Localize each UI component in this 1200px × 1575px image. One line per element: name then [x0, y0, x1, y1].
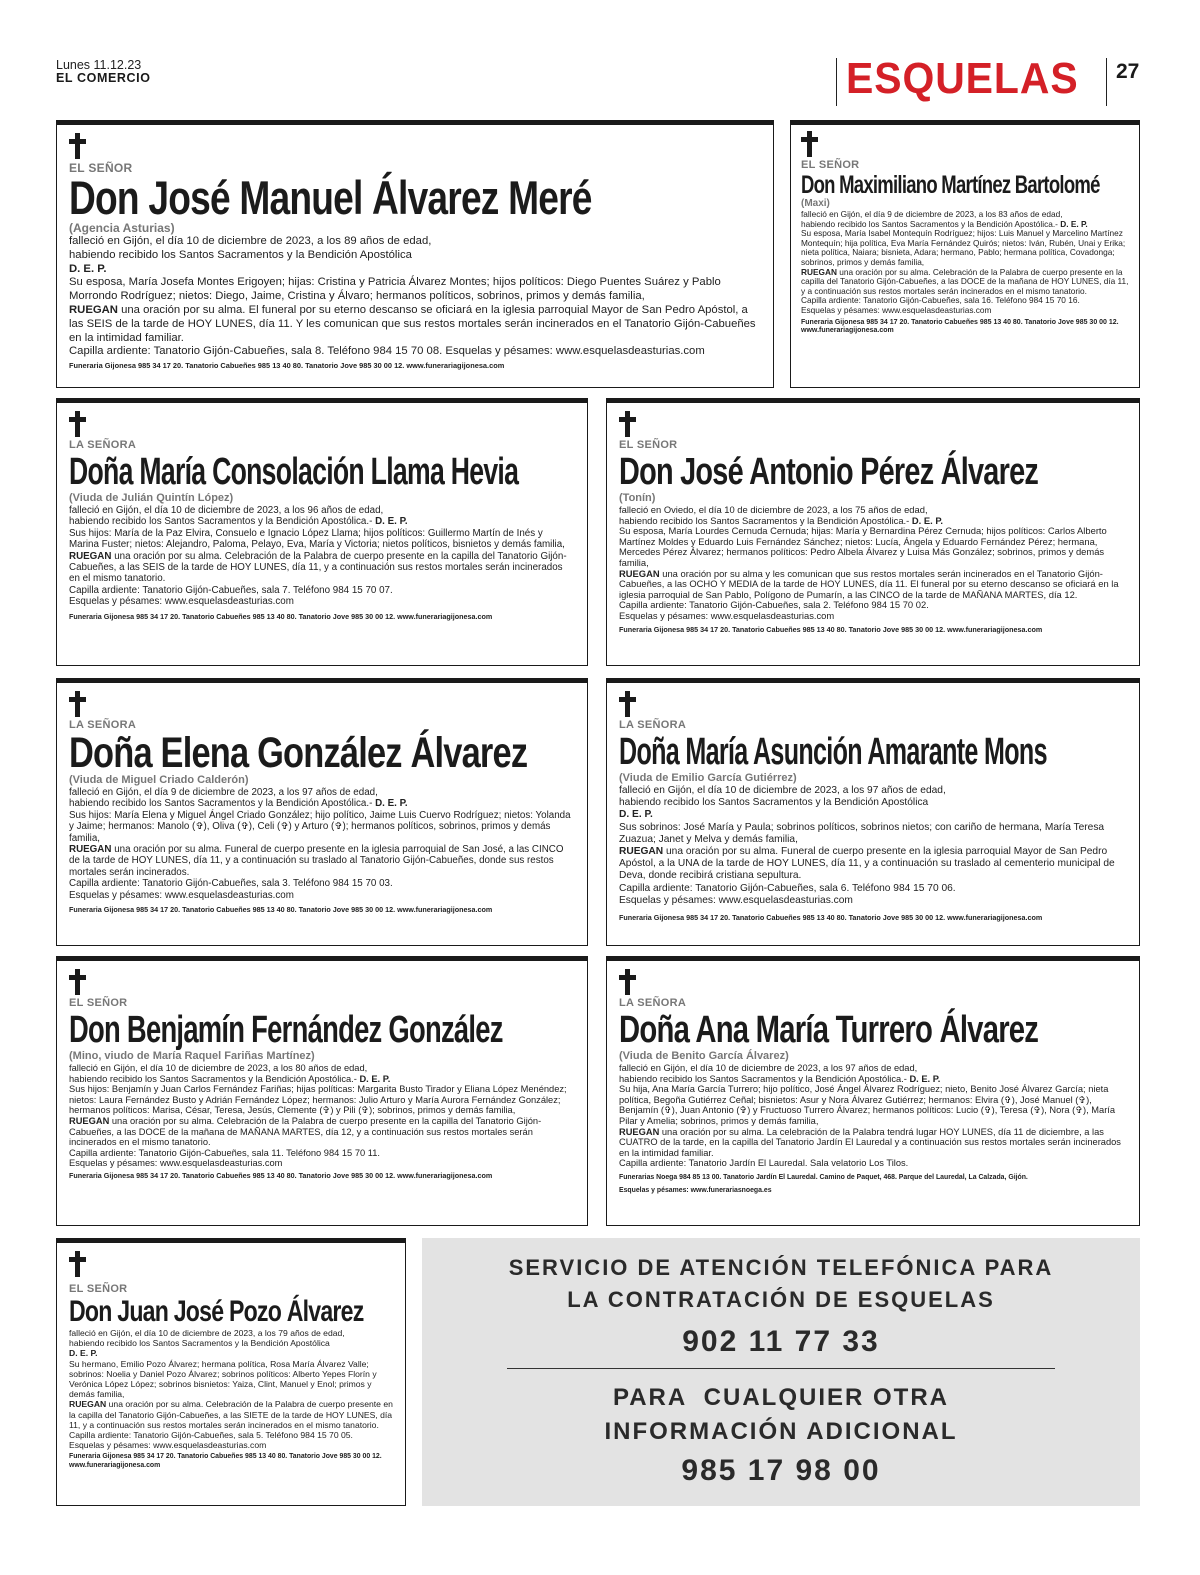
obituary-body — [619, 785, 1127, 907]
masthead-divider-left — [836, 58, 837, 106]
funeral-home-footer: Funeraria Gijonesa 985 34 17 20. Tanatorio Cabueñes 985 13 40 80. Tanatorio Jove 985 30 00 12. www.funerariagijonesa.com — [801, 318, 1119, 335]
sacraments-notice: habiendo recibido los Santos Sacramentos y la Bendición Apostólica — [69, 248, 412, 261]
cross-icon — [801, 131, 818, 157]
obituary-card — [56, 678, 588, 946]
chapel-info: Capilla ardiente: Tanatorio Gijón-Cabueñes, sala 5. Teléfono 984 15 70 05. — [69, 1430, 353, 1441]
chapel-info: Capilla ardiente: Tanatorio Gijón-Cabueñes, sala 8. Teléfono 984 15 70 08. Esquelas y pésames: www.esquelasdeasturias.com — [69, 345, 705, 358]
prayer-request — [69, 1116, 575, 1148]
sacraments-notice: habiendo recibido los Santos Sacramentos y la Bendición Apostólica.- — [619, 1073, 907, 1084]
deceased-name: Don José Manuel Álvarez Meré — [69, 171, 592, 224]
advert-line-4: INFORMACIÓN ADICIONAL — [604, 1418, 958, 1445]
advert-phone-1: 902 11 77 33 — [682, 1325, 880, 1358]
deceased-alias: (Mino, viudo de María Raquel Fariñas Martínez) — [69, 1050, 315, 1062]
funeral-home-footer: Funeraria Gijonesa 985 34 17 20. Tanatorio Cabueñes 985 13 40 80. Tanatorio Jove 985 30 00 12. www.funerariagijonesa.com — [69, 361, 505, 371]
obituary-title: EL SEÑOR — [801, 159, 860, 171]
deceased-name: Doña María Asunción Amarante Mons — [619, 731, 1047, 773]
chapel-info: Capilla ardiente: Tanatorio Gijón-Cabueñes, sala 2. Teléfono 984 15 70 02. — [619, 599, 929, 611]
prayer-request — [69, 551, 575, 585]
obituary-title: EL SEÑOR — [69, 997, 128, 1009]
deceased-name: Don José Antonio Pérez Álvarez — [619, 451, 1039, 493]
prayer-request — [69, 844, 575, 878]
cross-icon — [619, 969, 636, 995]
deceased-alias: (Viuda de Miguel Criado Calderón) — [69, 774, 249, 786]
advert-line-1: SERVICIO DE ATENCIÓN TELEFÓNICA PARA — [508, 1255, 1054, 1280]
condolences-info: Esquelas y pésames: www.esquelasdeasturias.com — [619, 609, 835, 621]
deceased-alias: (Viuda de Julián Quintín López) — [69, 492, 234, 504]
funeral-home-footer: Funeraria Gijonesa 985 34 17 20. Tanatorio Cabueñes 985 13 40 80. Tanatorio Jove 985 30 00 12. www.funerariagijonesa.com — [69, 611, 493, 621]
masthead-divider-right — [1106, 58, 1107, 106]
obituary-body — [69, 787, 575, 901]
obituary-title: LA SEÑORA — [619, 719, 687, 731]
sacraments-notice: habiendo recibido los Santos Sacramentos y la Bendición Apostólica.- — [801, 218, 1058, 229]
section-title: ESQUELAS — [846, 54, 1079, 103]
obituary-body — [69, 1063, 575, 1169]
sacraments-notice: habiendo recibido los Santos Sacramentos y la Bendición Apostólica — [619, 797, 929, 809]
ruegan-label: RUEGAN — [69, 1399, 107, 1410]
family-list: Sus sobrinos: José María y Paula; sobrinos políticos, sobrinos nietos; con cariño de hermana, María Teresa Zuazua; Janet y Melva y demás familia, — [619, 821, 1105, 845]
chapel-info: Capilla ardiente: Tanatorio Gijón-Cabueñes, sala 11. Teléfono 984 15 70 11. — [69, 1147, 380, 1158]
death-notice: falleció en Oviedo, el día 10 de diciembre de 2023, a los 75 años de edad, — [619, 504, 928, 515]
prayer-text: una oración por su alma. Funeral de cuerpo presente en la iglesia parroquial Mayor de San Pedro Apóstol, a la UNA de la tarde de HOY LUNES, día 11, y a continuación su traslado al cementerio municipal de Deva, donde recibirá cristiana sepultura. — [619, 846, 1115, 882]
prayer-request — [69, 1399, 393, 1430]
sacraments-notice: habiendo recibido los Santos Sacramentos y la Bendición Apostólica — [69, 1338, 330, 1349]
sacraments-notice: habiendo recibido los Santos Sacramentos y la Bendición Apostólica.- — [69, 516, 373, 528]
advert-line-2: LA CONTRATACIÓN DE ESQUELAS — [567, 1287, 995, 1312]
condolences-info: Esquelas y pésames: www.esquelasdeasturias.com — [69, 596, 294, 608]
deceased-name: Doña Elena González Álvarez — [69, 729, 528, 777]
prayer-text: una oración por su alma. La celebración de la Palabra tendrá lugar HOY LUNES, día 11 de diciembre, a las CUATRO de la tarde, en la capilla del Tanatorio Jardín El Lauredal y a continuación sus restos mortales serán incinerados en la intimidad familiar. — [619, 1126, 1121, 1158]
newspaper-name: EL COMERCIO — [56, 71, 151, 85]
dep: D. E. P. — [619, 809, 653, 821]
family-list: Su hija, Ana María García Turrero; hijo político, José Ángel Álvarez Rodríguez; nieto, Benito José Álvarez García; nieta política, Begoña Gutiérrez Ceñal; bisnietos: Asur y Nora Álvarez Gutiérrez; hermanos: Elvira (✞), José Manuel (✞), Benjamín (✞), Juan Antonio (✞) y Fructuoso Turrero Álvarez; hermanos políticos: Lucio (✞), Teresa (✞), Nora (✞), María Pilar y Amelia; sobrinos, primos y demás familia, — [619, 1084, 1116, 1126]
ruegan-label: RUEGAN — [69, 1115, 110, 1126]
deceased-name: Doña María Consolación Llama Hevia — [69, 451, 519, 493]
chapel-info: Capilla ardiente: Tanatorio Gijón-Cabueñes, sala 16. Teléfono 984 15 70 16. — [801, 295, 1080, 306]
death-notice: falleció en Gijón, el día 9 de diciembre de 2023, a los 83 años de edad, — [801, 209, 1063, 219]
ruegan-label: RUEGAN — [69, 844, 112, 856]
obituary-card — [606, 678, 1140, 946]
deceased-alias: (Agencia Asturias) — [69, 221, 175, 235]
prayer-text: una oración por su alma. Celebración de la Palabra de cuerpo presente en la capilla del Tanatorio Gijón-Cabueñes, a las SIETE de la tarde de HOY LUNES, día 11, y a continuación sus restos mortales serán incinerados en el mismo tanatorio. — [69, 1399, 393, 1430]
deceased-alias: (Viuda de Benito García Álvarez) — [619, 1050, 789, 1062]
family-list: Su hermano, Emilio Pozo Álvarez; hermana política, Rosa María Álvarez Valle; sobrinos: Noelia y Daniel Pozo Álvarez; sobrinos políticos: Alberto Yepes Florín y Verónica López López; sobrinos bisnietos: Yaiza, Clint, Manuel y Enol; primos y demás familia, — [69, 1358, 377, 1400]
prayer-text: una oración por su alma. Celebración de la Palabra de cuerpo presente en la capilla del Tanatorio Gijón-Cabueñes, a las DOCE de la mañana de HOY LUNES, día 11, y a continuación sus restos mortales serán incinerados en el mismo tanatorio. — [801, 266, 1129, 296]
sacraments-line — [69, 798, 575, 809]
death-notice: falleció en Gijón, el día 10 de diciembre de 2023, a los 79 años de edad, — [69, 1328, 345, 1338]
funeral-home-footer: Funeraria Gijonesa 985 34 17 20. Tanatorio Cabueñes 985 13 40 80. Tanatorio Jove 985 30 00 12. www.funerariagijonesa.com — [619, 913, 1043, 923]
cross-icon — [69, 969, 86, 995]
obituary-body — [69, 235, 761, 359]
sacraments-line — [619, 1074, 1127, 1085]
sacraments-line — [69, 516, 575, 527]
dep: D. E. P. — [375, 798, 408, 810]
family-list: Sus hijos: María de la Paz Elvira, Consuelo e Ignacio López Llama; hijos políticos: Guillermo Martín de Inés y Marina Fuster; nietos: Alejandro, Paloma, Pelayo, Eva, María y Victoria; nietos políticos, bisnietos y demás familia, — [69, 527, 565, 551]
condolences-info: Esquelas y pésames: www.esquelasdeasturias.com — [619, 894, 853, 906]
funeral-home-footer: Funeraria Gijonesa 985 34 17 20. Tanatorio Cabueñes 985 13 40 80. Tanatorio Jove 985 30 00 12. www.funerariagijonesa.com — [69, 1170, 493, 1180]
obituary-title: EL SEÑOR — [69, 1283, 128, 1295]
prayer-request — [801, 268, 1129, 297]
sacraments-notice: habiendo recibido los Santos Sacramentos y la Bendición Apostólica.- — [619, 514, 910, 526]
prayer-request — [619, 846, 1127, 883]
ruegan-label: RUEGAN — [69, 303, 118, 316]
prayer-request — [69, 304, 761, 345]
cross-icon — [69, 1251, 86, 1277]
obituary-title: EL SEÑOR — [69, 161, 133, 175]
prayer-text: una oración por su alma. Celebración de la Palabra de cuerpo presente en la capilla del Tanatorio Gijón-Cabueñes, a las DOCE de la mañana de MAÑANA MARTES, día 12, y a continuación sus restos mortales serán incinerados en el mismo tanatorio. — [69, 1115, 542, 1148]
family-list: Su esposa, María Lourdes Cernuda Cernuda; hijas: María y Bernardina Pérez Cernuda; hijos políticos: Carlos Alberto Martínez Moldes y Eduardo Luis Fernández Sánchez; nietos: Lucía, Ángela y Eduardo Fernández Pérez; hermana, Mercedes Pérez Álvarez; hermanos políticos: Pedro Albela Álvarez y Luisa Más González; sobrinos, primos y demás familia, — [619, 525, 1107, 568]
family-list: Sus hijos: Benjamín y Juan Carlos Fernández Fariñas; hijas políticas: Margarita Busto Tirador y Eliana López Menéndez; nietos: Laura Fernández Busto y Adrián Fernández López; hermanos: Julio Arturo y María Aurora Fernández González; hermanos políticos: Marisa, César, Teresa, Jesús, Clemente (✞) y Pili (✞); sobrinos, primos y demás familia, — [69, 1084, 567, 1116]
obituary-body — [69, 505, 575, 608]
obituary-title: EL SEÑOR — [619, 439, 678, 451]
dep: D. E. P. — [375, 516, 408, 528]
obituary-card — [56, 1238, 406, 1506]
deceased-alias: (Maxi) — [801, 198, 830, 209]
cross-icon — [69, 691, 86, 717]
dep: D. E. P. — [911, 514, 943, 526]
cross-icon — [619, 411, 636, 437]
obituary-card — [790, 120, 1140, 388]
dep: D. E. P. — [1060, 218, 1088, 229]
obituary-title: LA SEÑORA — [619, 997, 687, 1009]
prayer-text: una oración por su alma. El funeral por su eterno descanso se oficiará en la iglesia parroquial Mayor de San Pedro Apóstol, a las SEIS de la tarde de HOY LUNES, día 11. Y les comunican que sus restos mortales serán incinerados en el Tanatorio Gijón-Cabueñes en la intimidad familiar. — [69, 303, 756, 344]
condolences-info: Esquelas y pésames: www.esquelasdeasturias.com — [69, 889, 294, 901]
advert-divider — [507, 1368, 1055, 1369]
death-notice: falleció en Gijón, el día 10 de diciembre de 2023, a los 97 años de edad, — [619, 785, 946, 796]
ruegan-label: RUEGAN — [801, 266, 837, 277]
deceased-alias: (Viuda de Emilio García Gutiérrez) — [619, 772, 797, 784]
deceased-name: Don Juan José Pozo Álvarez — [69, 1295, 364, 1328]
death-notice: falleció en Gijón, el día 10 de diciembre de 2023, a los 97 años de edad, — [619, 1063, 918, 1073]
masthead — [56, 58, 151, 85]
funeral-home-footer: Funeraria Gijonesa 985 34 17 20. Tanatorio Cabueñes 985 13 40 80. Tanatorio Jove 985 30 00 12. www.funerariagijonesa.com — [69, 905, 493, 915]
death-notice: falleció en Gijón, el día 10 de diciembre de 2023, a los 80 años de edad, — [69, 1063, 368, 1073]
funeral-home-footer: Funeraria Gijonesa 985 34 17 20. Tanatorio Cabueñes 985 13 40 80. Tanatorio Jove 985 30 00 12. www.funerariagijonesa.com — [69, 1453, 382, 1470]
advert-line-3: PARA CUALQUIER OTRA — [613, 1384, 949, 1411]
page-number: 27 — [1116, 60, 1140, 83]
family-list: Su esposa, María Isabel Montequín Rodríguez; hijos: Luis Manuel y Marcelino Martínez Montequín; hija política, Eva María Fernández Quirós; nietos: Iván, Rubén, Unai y Erika; nieta política, Naiara; bisnieta, Adara; hermano, Pablo; hermana política, Covadonga; sobrinos, primos y demás familia, — [801, 228, 1126, 267]
cross-icon — [619, 691, 636, 717]
issue-date: Lunes 11.12.23 — [56, 58, 142, 72]
deceased-name: Don Benjamín Fernández González — [69, 1009, 503, 1051]
condolences-info: Esquelas y pésames: www.esquelasdeasturias.com — [801, 304, 992, 315]
dep: D. E. P. — [909, 1073, 941, 1084]
condolences-info: Esquelas y pésames: www.esquelasdeasturias.com — [69, 1158, 283, 1169]
obituary-card — [56, 956, 588, 1226]
obituary-body — [619, 1063, 1127, 1169]
death-notice: falleció en Gijón, el día 10 de diciembre de 2023, a los 89 años de edad, — [69, 235, 432, 247]
sacraments-notice: habiendo recibido los Santos Sacramentos y la Bendición Apostólica.- — [69, 798, 373, 810]
deceased-name: Don Maximiliano Martínez Bartolomé — [801, 171, 1100, 199]
sacraments-notice: habiendo recibido los Santos Sacramentos y la Bendición Apostólica.- — [69, 1073, 357, 1084]
dep: D. E. P. — [69, 262, 107, 275]
sacraments-line — [69, 1074, 575, 1085]
deceased-name: Doña Ana María Turrero Álvarez — [619, 1009, 1039, 1051]
obituary-card — [56, 120, 774, 388]
chapel-info: Capilla ardiente: Tanatorio Gijón-Cabueñes, sala 7. Teléfono 984 15 70 07. — [69, 584, 393, 596]
prayer-text: una oración por su alma. Celebración de la Palabra de cuerpo presente en la capilla del Tanatorio Gijón-Cabueñes, a las SEIS de la tarde de HOY LUNES, día 11, y a continuación sus restos mortales serán incinerados en el mismo tanatorio. — [69, 550, 567, 585]
dep: D. E. P. — [359, 1073, 391, 1084]
death-notice: falleció en Gijón, el día 10 de diciembre de 2023, a los 96 años de edad, — [69, 505, 384, 516]
ruegan-label: RUEGAN — [619, 567, 660, 579]
deceased-alias: (Tonín) — [619, 492, 656, 504]
advert-phone-2: 985 17 98 00 — [681, 1454, 881, 1487]
funeral-home-footer: Funeraria Gijonesa 985 34 17 20. Tanatorio Cabueñes 985 13 40 80. Tanatorio Jove 985 30 00 12. www.funerariagijonesa.com — [619, 624, 1043, 634]
death-notice: falleció en Gijón, el día 9 de diciembre de 2023, a los 97 años de edad, — [69, 787, 378, 798]
obituary-card — [606, 398, 1140, 666]
dep: D. E. P. — [69, 1348, 98, 1359]
condolences-info: Esquelas y pésames: www.esquelasdeasturias.com — [69, 1440, 267, 1451]
obituary-card — [56, 398, 588, 666]
ruegan-label: RUEGAN — [619, 1126, 660, 1137]
prayer-request — [619, 1127, 1127, 1159]
chapel-info: Capilla ardiente: Tanatorio Gijón-Cabueñes, sala 3. Teléfono 984 15 70 03. — [69, 878, 393, 890]
obituary-title: LA SEÑORA — [69, 719, 137, 731]
cross-icon — [69, 133, 86, 159]
obituary-title: LA SEÑORA — [69, 439, 137, 451]
obituary-body — [801, 210, 1129, 316]
prayer-text: una oración por su alma y les comunican que sus restos mortales serán incinerados en el Tanatorio Gijón-Cabueñes, a las OCHO Y MEDIA de la tarde de HOY LUNES, día 11. El funeral por su eterno descanso se oficiará en la iglesia parroquial de San Pablo, Polígono de Pumarín, a las CINCO de la tarde de MAÑANA MARTES, día 12. — [619, 567, 1119, 600]
ruegan-label: RUEGAN — [619, 846, 664, 858]
chapel-info: Capilla ardiente: Tanatorio Gijón-Cabueñes, sala 6. Teléfono 984 15 70 06. — [619, 882, 956, 894]
cross-icon — [69, 411, 86, 437]
ruegan-label: RUEGAN — [69, 550, 112, 562]
chapel-info: Capilla ardiente: Tanatorio Jardín El Lauredal. Sala velatorio Los Tilos. — [619, 1158, 909, 1169]
funeral-home-footer: Funerarias Noega 984 85 13 00. Tanatorio Jardín El Lauredal. Camino de Paquet, 468. Parque del Lauredal, La Calzada, Gijón. — [619, 1173, 1028, 1181]
obituary-card — [606, 956, 1140, 1226]
esquelas-phone-advert — [422, 1238, 1140, 1506]
obituary-body — [619, 505, 1127, 622]
obituary-body — [69, 1328, 393, 1450]
family-list: Su esposa, María Josefa Montes Erigoyen; hijas: Cristina y Patricia Álvarez Montes; hijos políticos: Diego Puentes Suárez y Pablo Morrondo Rodríguez; nietos: Diego, Jaime, Cristina y Álvaro; hermanos políticos, sobrinos, primos y demás familia, — [69, 276, 721, 303]
family-list: Sus hijos: María Elena y Miguel Ángel Criado González; hijo político, Jaime Luis Cuervo Rodríguez; nietos: Yolanda y Jaime; hermanos: Manolo (✞), Oliva (✞), Celi (✞) y Arturo (✞); hermanos políticos, sobrinos, primos y demás familia, — [69, 809, 571, 844]
prayer-text: una oración por su alma. Funeral de cuerpo presente en la iglesia parroquial de San José, a las CINCO de la tarde de HOY LUNES, día 11, y a continuación su traslado al Tanatorio Gijón-Cabueñes, donde sus restos mortales serán incinerados. — [69, 844, 564, 878]
funeral-home-footer-web: Esquelas y pésames: www.funerariasnoega.es — [619, 1186, 772, 1194]
prayer-request — [619, 569, 1127, 601]
